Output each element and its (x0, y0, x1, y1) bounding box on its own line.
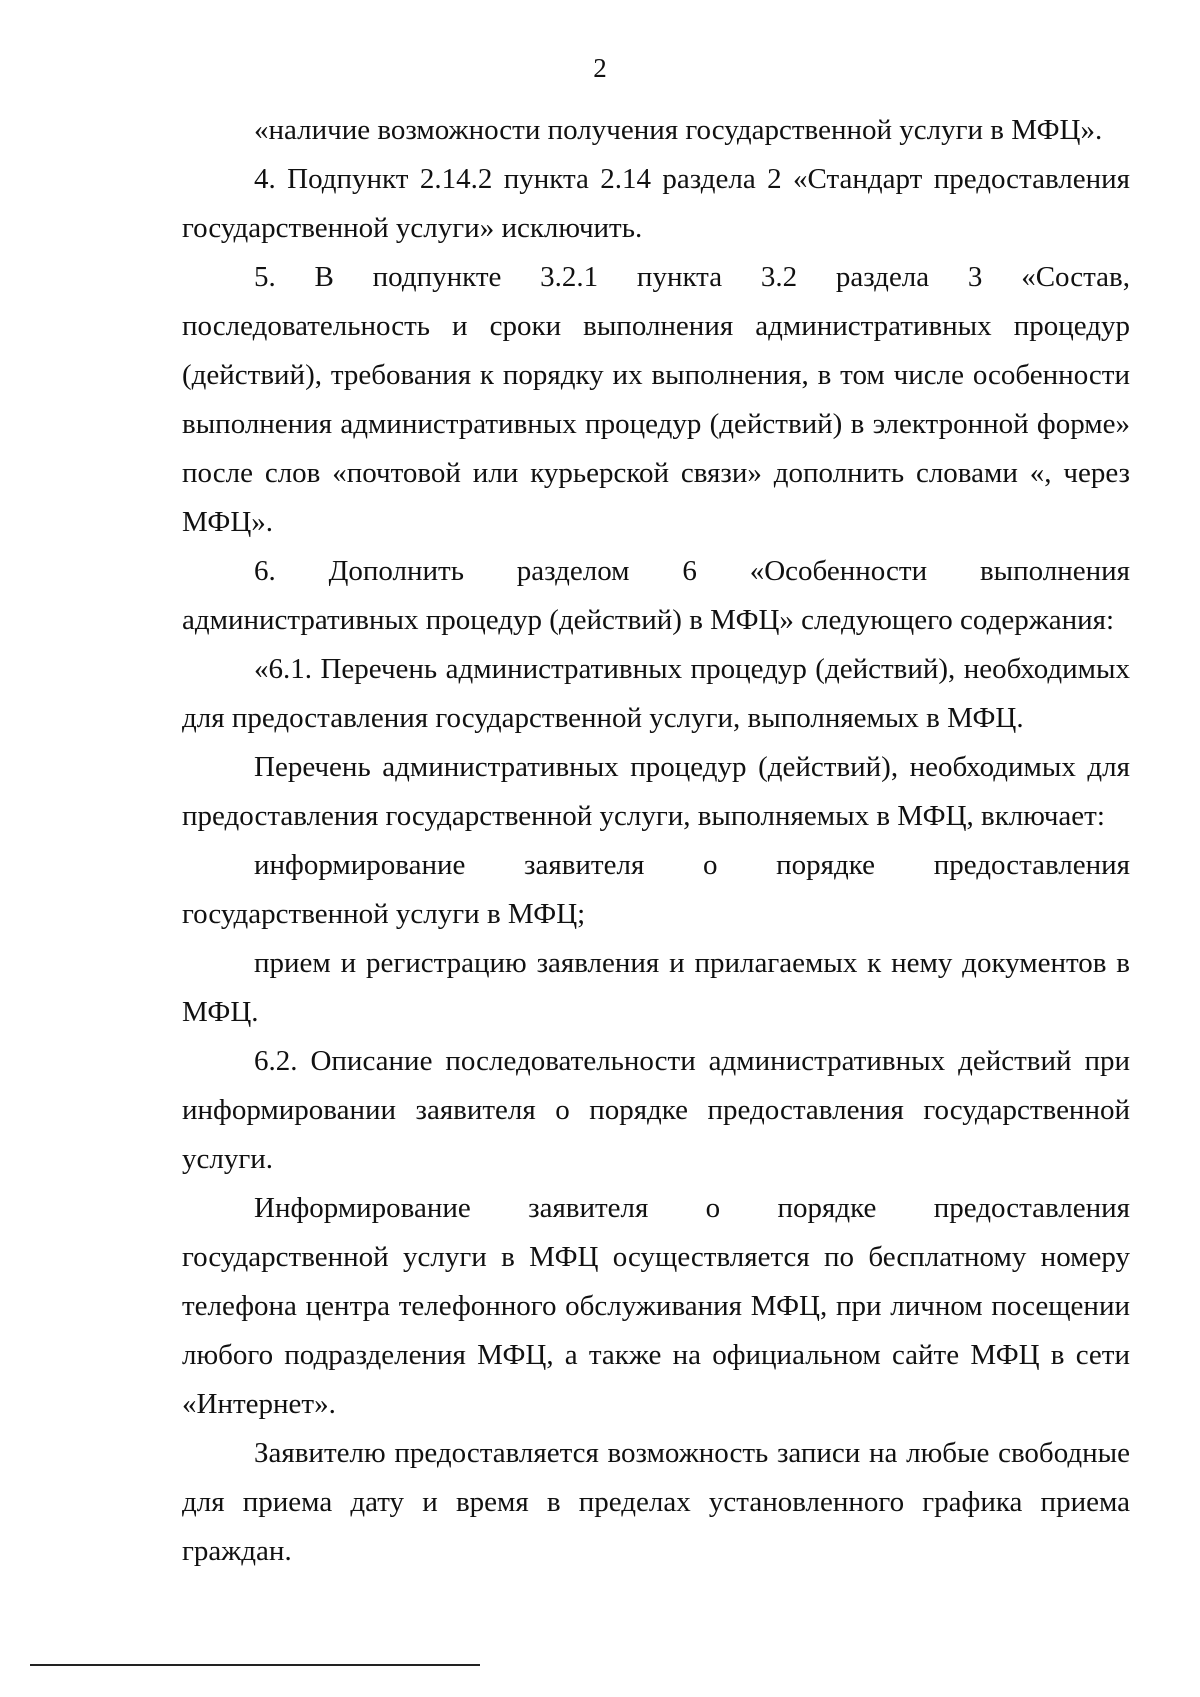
paragraph-informing-channels: Информирование заявителя о порядке предоставления государственной услуги в МФЦ осуществляется по бесплатному номеру телефона центра телефонного обслуживания МФЦ, при личном посещении любого подразделения МФЦ, а также на официальном сайте МФЦ в сети «Интернет». (182, 1192, 1130, 1420)
paragraph-item-4: 4. Подпункт 2.14.2 пункта 2.14 раздела 2 «Стандарт предоставления государственной услуги» исключить. (182, 163, 1130, 244)
paragraph-appointment: Заявителю предоставляется возможность записи на любые свободные для приема дату и время в пределах установленного графика приема граждан. (182, 1437, 1130, 1567)
paragraph-procedures-list-intro: Перечень административных процедур (действий), необходимых для предоставления государственной услуги, выполняемых в МФЦ, включает: (182, 751, 1130, 832)
footer-rule (30, 1664, 480, 1666)
paragraph-item-6: 6. Дополнить разделом 6 «Особенности выполнения административных процедур (действий) в МФЦ» следующего содержания: (182, 555, 1130, 636)
paragraph-procedure-registration: прием и регистрацию заявления и прилагаемых к нему документов в МФЦ. (182, 947, 1130, 1028)
paragraph-item-5: 5. В подпункте 3.2.1 пункта 3.2 раздела 3 «Состав, последовательность и сроки выполнения административных процедур (действий), требования к порядку их выполнения, в том числе особенности выполнения административных процедур (действий) в электронной форме» после слов «почтовой или курьерской связи» дополнить словами «, через МФЦ». (182, 261, 1130, 538)
paragraph-continuation: «наличие возможности получения государственной услуги в МФЦ». (254, 114, 1103, 146)
page-number: 2 (593, 53, 607, 83)
document-body (182, 106, 1130, 1576)
paragraph-procedure-informing: информирование заявителя о порядке предоставления государственной услуги в МФЦ; (182, 849, 1130, 930)
paragraph-6-2: 6.2. Описание последовательности административных действий при информировании заявителя о порядке предоставления государственной услуги. (182, 1045, 1130, 1175)
paragraph-6-1: «6.1. Перечень административных процедур (действий), необходимых для предоставления государственной услуги, выполняемых в МФЦ. (182, 653, 1130, 734)
